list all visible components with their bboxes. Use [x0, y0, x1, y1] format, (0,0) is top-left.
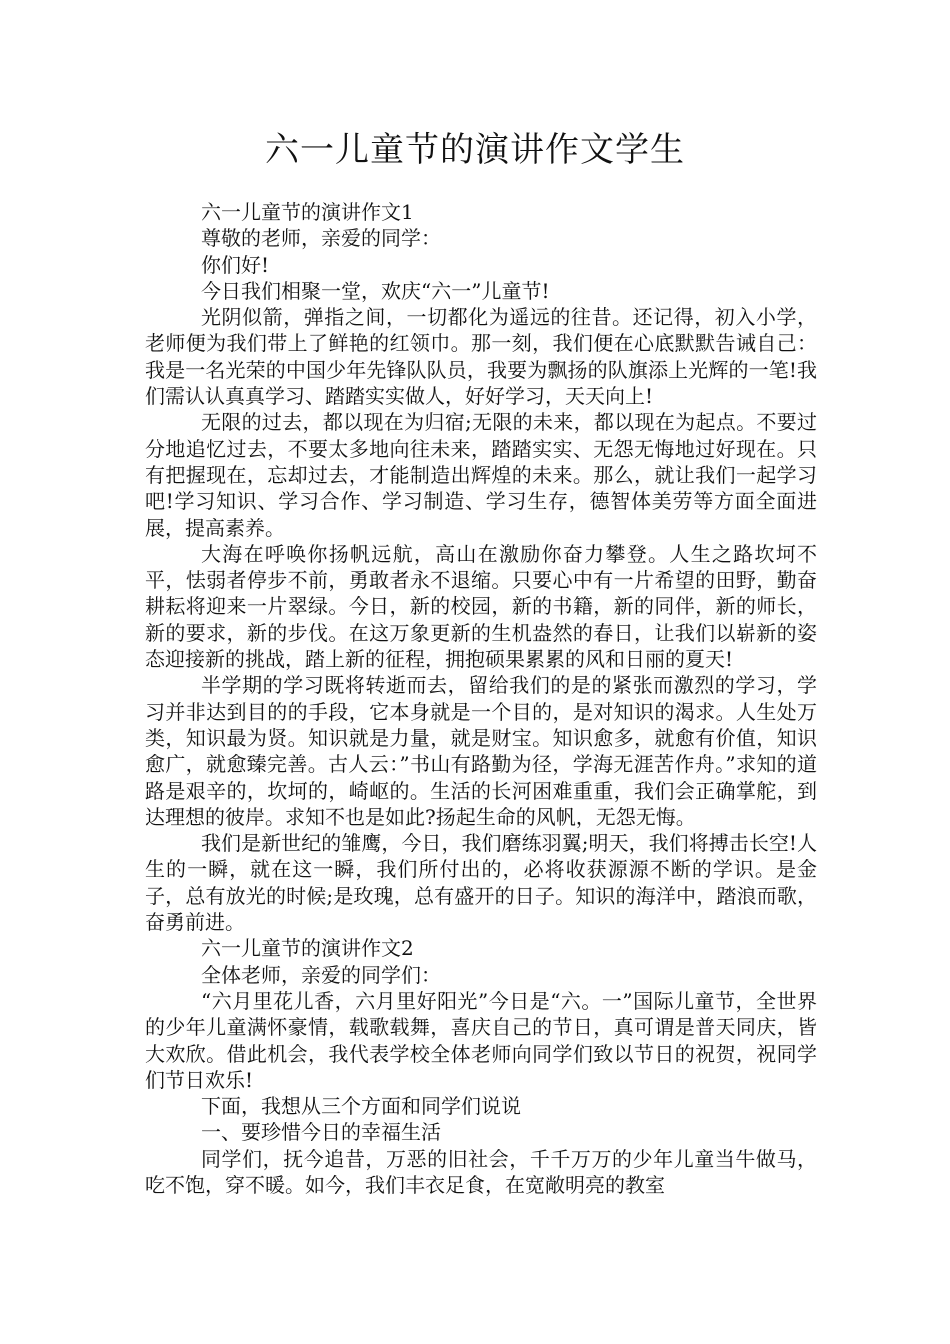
paragraph: 下面，我想从三个方面和同学们说说 [201, 1094, 521, 1119]
paragraph: 无限的过去，都以现在为归宿;无限的未来，都以现在为起点。不要过分地追忆过去，不要太多地向往未来，踏踏实实、无怨无悔地过好现在。只有把握现在，忘却过去，才能制造出辉煌的未来。那么，就让我们一起学习吧!学习知识、学习合作、学习制造、学习生存，德智体美劳等方面全面进展，提高素养。 [145, 410, 817, 540]
paragraph: 六一儿童节的演讲作文2 [201, 936, 414, 961]
paragraph: 你们好! [201, 252, 270, 277]
document-body [145, 199, 817, 1198]
paragraph: 今日我们相聚一堂，欢庆“六一”儿童节! [201, 278, 550, 303]
paragraph: 大海在呼唤你扬帆远航，高山在激励你奋力攀登。人生之路坎坷不平，怯弱者停步不前，勇敢者永不退缩。只要心中有一片希望的田野，勤奋耕耘将迎来一片翠绿。今日，新的校园，新的书籍，新的同伴，新的师长，新的要求，新的步伐。在这万象更新的生机盎然的春日，让我们以崭新的姿态迎接新的挑战，踏上新的征程，拥抱硕果累累的风和日丽的夏天! [145, 541, 817, 672]
paragraph: 同学们，抚今追昔，万恶的旧社会，千千万万的少年儿童当牛做马，吃不饱，穿不暖。如今，我们丰衣足食，在宽敞明亮的教室 [145, 1146, 817, 1197]
paragraph: 尊敬的老师，亲爱的同学： [201, 226, 441, 251]
paragraph: 一、要珍惜今日的幸福生活 [201, 1120, 441, 1145]
paragraph: 六一儿童节的演讲作文1 [201, 200, 414, 224]
document-title: 六一儿童节的演讲作文学生 [265, 130, 685, 170]
paragraph: 全体老师，亲爱的同学们： [201, 962, 441, 987]
paragraph: 我们是新世纪的雏鹰，今日，我们磨练羽翼;明天，我们将搏击长空!人生的一瞬，就在这一瞬，我们所付出的，必将收获源源不断的学识。是金子，总有放光的时候;是玫瑰，总有盛开的日子。知识的海洋中，踏浪而歌，奋勇前进。 [145, 831, 817, 935]
paragraph: 半学期的学习既将转逝而去，留给我们的是的紧张而激烈的学习，学习并非达到目的的手段，它本身就是一个目的，是对知识的渴求。人生处万类，知识最为贤。知识就是力量，就是财宝。知识愈多，就愈有价值，知识愈广，就愈臻完善。古人云：”书山有路勤为径，学海无涯苦作舟。”求知的道路是艰辛的，坎坷的，崎岖的。生活的长河困难重重，我们会正确掌舵，到达理想的彼岸。求知不也是如此?扬起生命的风帆，无怨无悔。 [145, 673, 817, 829]
paragraph: 光阴似箭，弹指之间，一切都化为遥远的往昔。还记得，初入小学，老师便为我们带上了鲜艳的红领巾。那一刻，我们便在心底默默告诫自己：我是一名光荣的中国少年先锋队队员，我要为飘扬的队旗添上光辉的一笔!我们需认认真真学习、踏踏实实做人，好好学习，天天向上! [145, 305, 817, 409]
paragraph: “六月里花儿香，六月里好阳光”今日是“六。一”国际儿童节，全世界的少年儿童满怀豪情，载歌载舞，喜庆自己的节日，真可谓是普天同庆，皆大欢欣。借此机会，我代表学校全体老师向同学们致以节日的祝贺，祝同学们节日欢乐! [145, 988, 817, 1092]
